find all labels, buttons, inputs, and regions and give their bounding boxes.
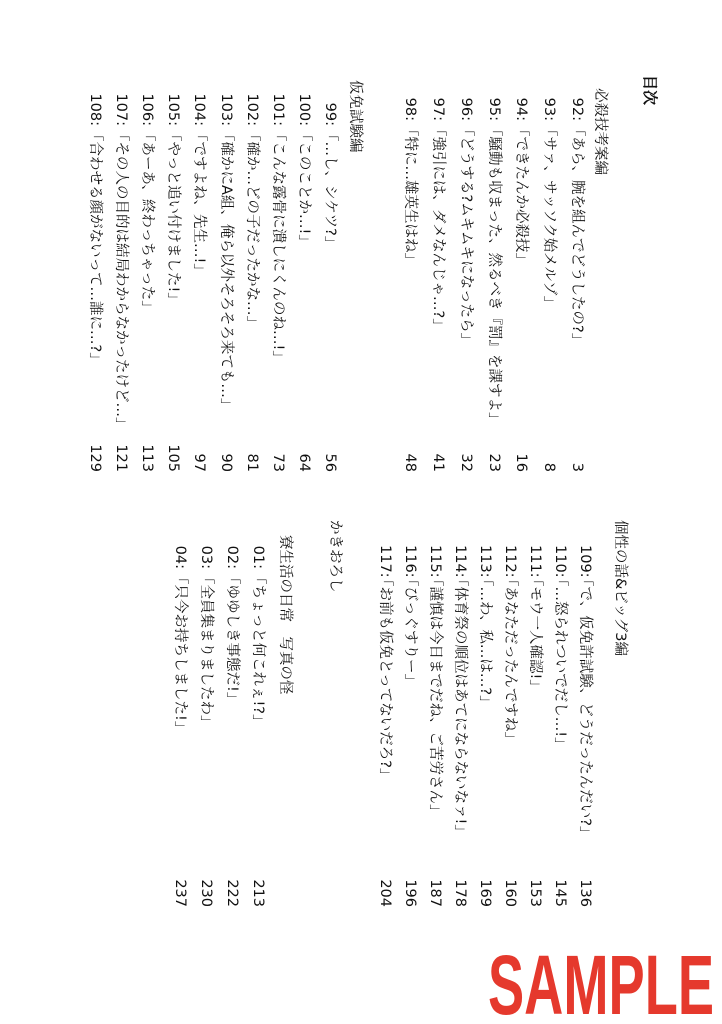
toc-entry[interactable] [268,0,288,1024]
entry-title: 「合わせる顔がないって…誰に…?」 [87,127,104,367]
entry-number: 105: [165,93,182,126]
entry-page: 105 [165,444,182,472]
entry-title: 「特に…雄英生はね」 [402,122,419,267]
entry-number: 93: [541,97,558,121]
toc-entry[interactable] [550,0,570,1024]
entry-page: 32 [457,453,474,472]
entry-page: 121 [113,444,130,472]
entry-page: 145 [552,879,568,907]
entry-number: 94: [513,97,530,121]
entry-title: 「お前も仮免とってないだろ?」 [377,572,393,783]
entry-number: 109: [577,545,593,578]
entry-title: 「どうする?ムキムキになったら」 [457,122,474,348]
entry-page: 8 [541,462,558,472]
toc-entry[interactable] [425,0,445,1024]
entry-number: 98: [402,97,419,121]
entry-page: 160 [502,879,518,907]
entry-number: 101: [269,93,286,126]
toc-title: 目次 [641,75,659,106]
entry-page: 230 [198,879,214,907]
extra-subheading: 寮生活の日常 写真の怪 [277,535,293,695]
entry-title: 「全員集まりましたわ」 [198,570,214,730]
entry-number: 114: [452,545,468,578]
entry-title: 「その人の目的は結局わからなかったけど…」 [113,127,130,432]
toc-entry[interactable] [137,0,157,1024]
toc-entry[interactable] [85,0,105,1024]
entry-title: 「…怒られついでだし…!」 [552,572,568,752]
toc-entry[interactable] [222,0,242,1024]
entry-page: 64 [295,453,312,472]
entry-number: 04: [172,545,188,569]
entry-title: 「このことか…!」 [295,127,312,249]
entry-title: 「ですよね、先生…!」 [191,127,208,278]
entry-page: 23 [485,453,502,472]
entry-page: 237 [172,879,188,907]
entry-title: 「あーあ、終わっちゃった」 [139,127,156,315]
sample-watermark [486,936,716,1020]
entry-page: 3 [569,462,585,472]
entry-page: 48 [402,453,419,472]
entry-page: 129 [87,444,104,472]
toc-entry[interactable] [400,0,420,1024]
entry-title: 「…わ、私…は…?」 [477,572,493,710]
entry-number: 111: [527,545,543,578]
entry-title: 「やっと追い付けました!」 [165,127,182,307]
toc-entry[interactable] [294,0,314,1024]
entry-number: 96: [457,97,474,121]
entry-page: 136 [577,879,593,907]
entry-number: 103: [217,93,234,126]
sample-watermark-text: SAMPLE [488,938,714,1020]
toc-entry[interactable] [450,0,470,1024]
entry-title: 「確かにA組、俺ら以外そろそろ来ても…」 [217,127,234,413]
entry-page: 73 [269,453,286,472]
toc-entry[interactable] [475,0,495,1024]
toc-entry[interactable] [170,0,190,1024]
entry-number: 106: [139,93,156,126]
entry-title: 「ゆゆしき事態だ!」 [224,570,240,707]
entry-number: 107: [113,93,130,126]
entry-title: 「…し、シケツ?」 [322,127,338,251]
section-heading: 個性の話&ビッグ3編 [612,520,628,656]
entry-page: 56 [322,453,338,472]
entry-title: 「強引には、ダメなんじゃ…?」 [430,122,446,333]
entry-page: 187 [427,879,443,907]
entry-title: 「びっぐすりー」 [402,572,418,688]
entry-number: 117: [377,545,393,578]
entry-page: 97 [191,453,208,472]
entry-title: 「体育祭の順位はあてにならないなァ!」 [452,572,468,839]
entry-number: 100: [295,93,312,126]
entry-page: 169 [477,879,493,907]
entry-page: 113 [139,444,156,472]
entry-number: 95: [485,97,502,121]
entry-number: 99: [322,102,338,126]
entry-number: 116: [402,545,418,578]
entry-number: 113: [477,545,493,578]
toc-entry[interactable] [248,0,268,1024]
entry-page: 16 [513,453,530,472]
entry-page: 90 [217,453,234,472]
entry-page: 153 [527,879,543,907]
entry-title: 「あら、腕を組んでどうしたの?」 [569,122,585,348]
entry-title: 「騒動も収まった、然るべき『罰』を課すよ」 [485,122,502,427]
entry-title: 「確か…どの子だったかな…」 [243,127,260,330]
entry-number: 115: [427,545,443,578]
entry-page: 222 [224,879,240,907]
toc-entry[interactable] [196,0,216,1024]
entry-title: 「サァ、サッソク始メルゾ」 [541,122,558,311]
section-heading: 必殺技考案編 [592,88,608,175]
toc-entry[interactable] [375,0,395,1024]
entry-title: 「只今お持ちしました!」 [172,570,188,736]
entry-number: 03: [198,545,214,569]
toc-entry[interactable] [500,0,520,1024]
entry-title: 「こんな露骨に潰しにくんのね…!」 [269,127,286,365]
entry-number: 110: [552,545,568,578]
entry-number: 92: [569,97,585,121]
entry-number: 112: [502,545,518,578]
entry-number: 102: [243,93,260,126]
entry-number: 01: [250,545,266,569]
entry-page: 178 [452,879,468,907]
toc-entry[interactable] [111,0,131,1024]
extra-heading: かきおろし [327,520,343,593]
entry-title: 「あなただったんですね」 [502,572,518,746]
entry-page: 41 [430,453,446,472]
entry-number: 104: [191,93,208,126]
entry-page: 204 [377,879,393,907]
entry-number: 97: [430,97,446,121]
toc-entry[interactable] [525,0,545,1024]
entry-title: 「で、仮免許試験、どうだったんだい?」 [577,572,593,841]
entry-title: 「できたんか必殺技」 [513,122,530,267]
entry-number: 02: [224,545,240,569]
entry-title: 「謹慎は今日までだね、ご苦労さん」 [427,572,443,819]
toc-entry[interactable] [320,0,340,1024]
toc-entry[interactable] [575,0,595,1024]
entry-page: 213 [250,879,266,907]
entry-title: 「ちょっと何これぇ!?」 [250,570,266,729]
entry-page: 81 [243,453,260,472]
entry-number: 108: [87,93,104,126]
entry-page: 196 [402,879,418,907]
entry-title: 「モウ一人確認!」 [527,572,543,694]
section-heading: 仮免試験編 [347,80,363,153]
